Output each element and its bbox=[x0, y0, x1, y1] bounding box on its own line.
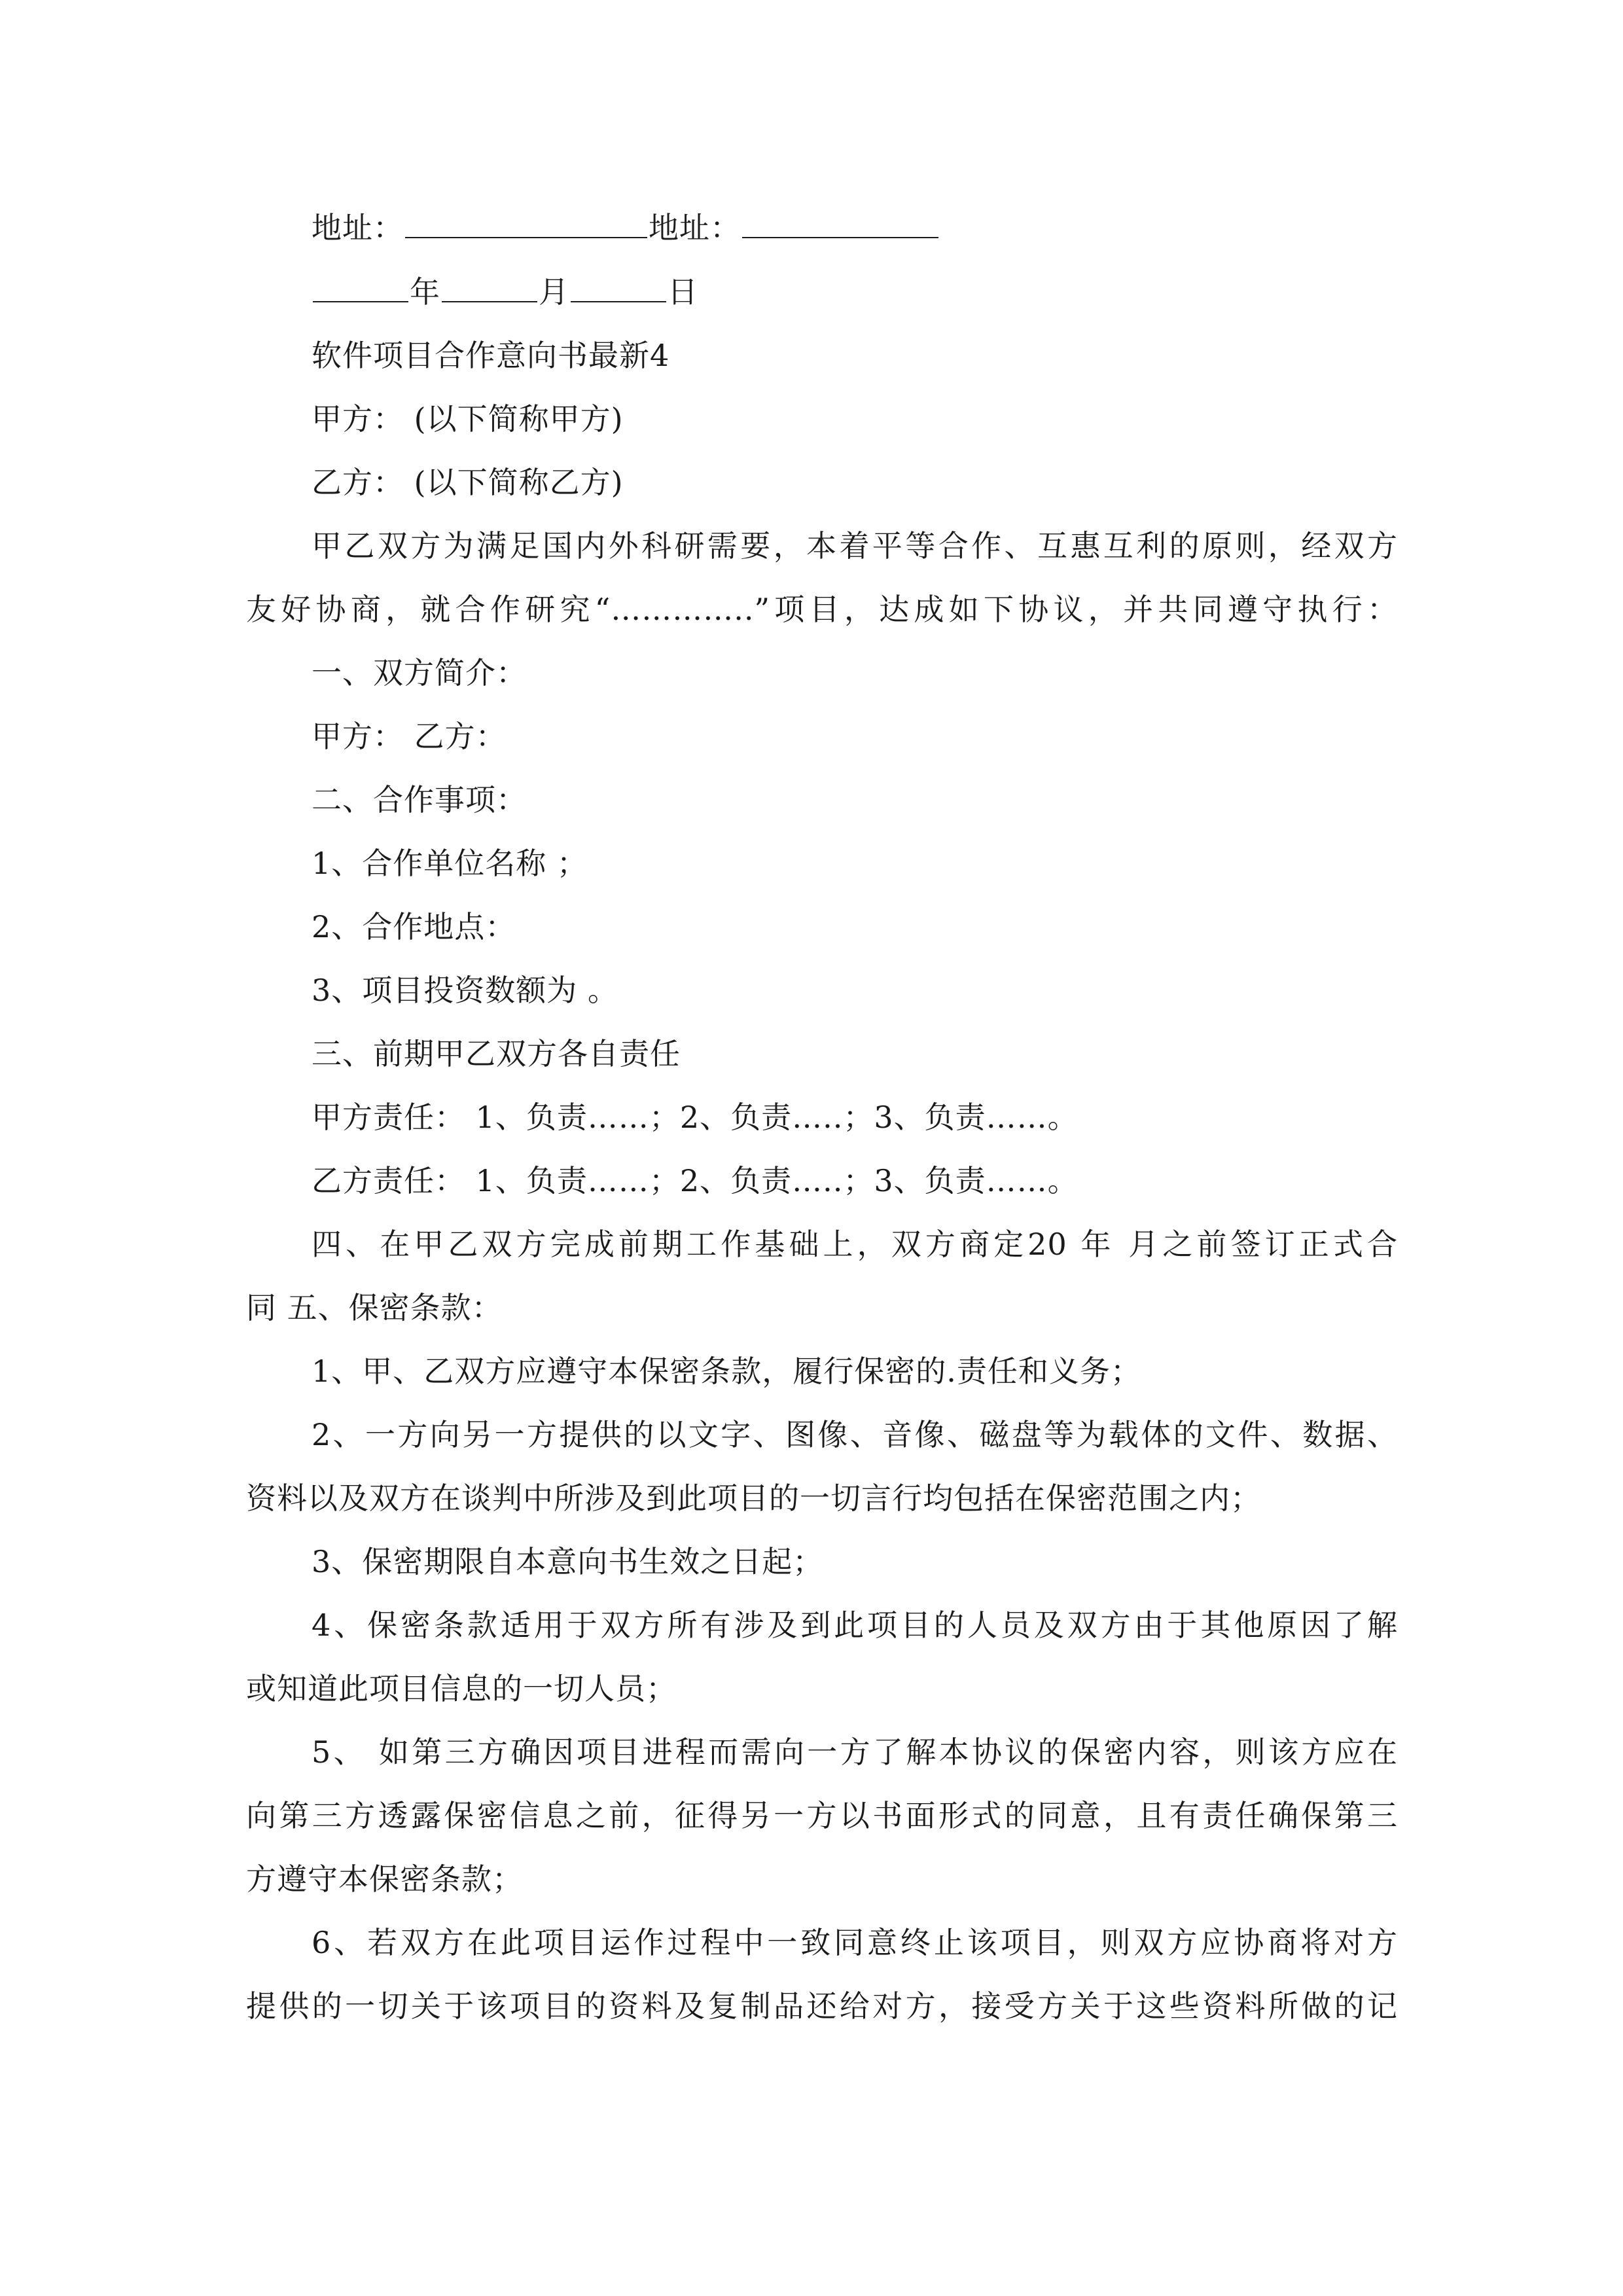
clause-2-line-1: 2、一方向另一方提供的以文字、图像、音像、磁盘等为载体的文件、数据、 bbox=[312, 1417, 1398, 1452]
clause-2-line-2: 资料以及双方在谈判中所涉及到此项目的一切言行均包括在保密范围之内； bbox=[246, 1480, 1261, 1516]
address-blank-b bbox=[742, 206, 938, 238]
section-2-item-3: 3、项目投资数额为 。 bbox=[312, 973, 618, 1008]
address-blank-a bbox=[405, 206, 647, 238]
section-2-item-1: 1、合作单位名称 ； bbox=[312, 846, 588, 881]
intro-paragraph-line-2: 友好协商，就合作研究“…………..”项目，达成如下协议，并共同遵守执行： bbox=[246, 592, 1398, 627]
party-b-line: 乙方： (以下简称乙方) bbox=[312, 465, 624, 500]
clause-6-line-2: 提供的一切关于该项目的资料及复制品还给对方，接受方关于这些资料所做的记 bbox=[246, 1988, 1398, 2024]
month-blank bbox=[442, 270, 537, 302]
clause-4-line-1: 4、保密条款适用于双方所有涉及到此项目的人员及双方由于其他原因了解 bbox=[312, 1607, 1398, 1643]
address-label-b: 地址： bbox=[649, 210, 741, 245]
day-blank bbox=[571, 270, 666, 302]
clause-5-line-1: 5、 如第三方确因项目进程而需向一方了解本协议的保密内容，则该方应在 bbox=[312, 1734, 1398, 1770]
section-1-parties: 甲方： 乙方： bbox=[312, 719, 507, 754]
clause-5-line-2: 向第三方透露保密信息之前，征得另一方以书面形式的同意，且有责任确保第三 bbox=[246, 1798, 1398, 1833]
section-4-line-2: 同 五、保密条款： bbox=[246, 1290, 503, 1325]
date-row bbox=[312, 260, 1398, 324]
year-label: 年 bbox=[410, 274, 440, 310]
section-1-title: 一、双方简介： bbox=[312, 655, 527, 691]
intro-paragraph-line-1: 甲乙双方为满足国内外科研需要，本着平等合作、互惠互利的原则，经双方 bbox=[312, 528, 1398, 564]
section-4-line-1: 四、在甲乙双方完成前期工作基础上，双方商定20 年 月之前签订正式合 bbox=[312, 1227, 1398, 1262]
party-a-line: 甲方： (以下简称甲方) bbox=[312, 401, 624, 437]
document-title: 软件项目合作意向书最新4 bbox=[312, 338, 670, 373]
month-label: 月 bbox=[539, 274, 569, 310]
clause-6-line-1: 6、若双方在此项目运作过程中一致同意终止该项目，则双方应协商将对方 bbox=[312, 1925, 1398, 1960]
section-2-title: 二、合作事项： bbox=[312, 782, 527, 817]
day-label: 日 bbox=[668, 274, 698, 310]
address-row bbox=[312, 196, 1398, 260]
section-2-item-2: 2、合作地点： bbox=[312, 909, 516, 944]
address-label-a: 地址： bbox=[312, 210, 404, 245]
clause-4-line-2: 或知道此项目信息的一切人员； bbox=[246, 1671, 677, 1706]
section-3-party-a-duty: 甲方责任： 1、负责……；2、负责…..；3、负责……。 bbox=[312, 1100, 1079, 1135]
clause-5-line-3: 方遵守本保密条款； bbox=[246, 1861, 523, 1897]
year-blank bbox=[313, 270, 408, 302]
section-3-title: 三、前期甲乙双方各自责任 bbox=[312, 1036, 681, 1071]
clause-3: 3、保密期限自本意向书生效之日起； bbox=[312, 1544, 824, 1579]
section-3-party-b-duty: 乙方责任： 1、负责……；2、负责…..；3、负责……。 bbox=[312, 1163, 1079, 1198]
clause-1: 1、甲、乙双方应遵守本保密条款，履行保密的.责任和义务； bbox=[312, 1354, 1141, 1389]
